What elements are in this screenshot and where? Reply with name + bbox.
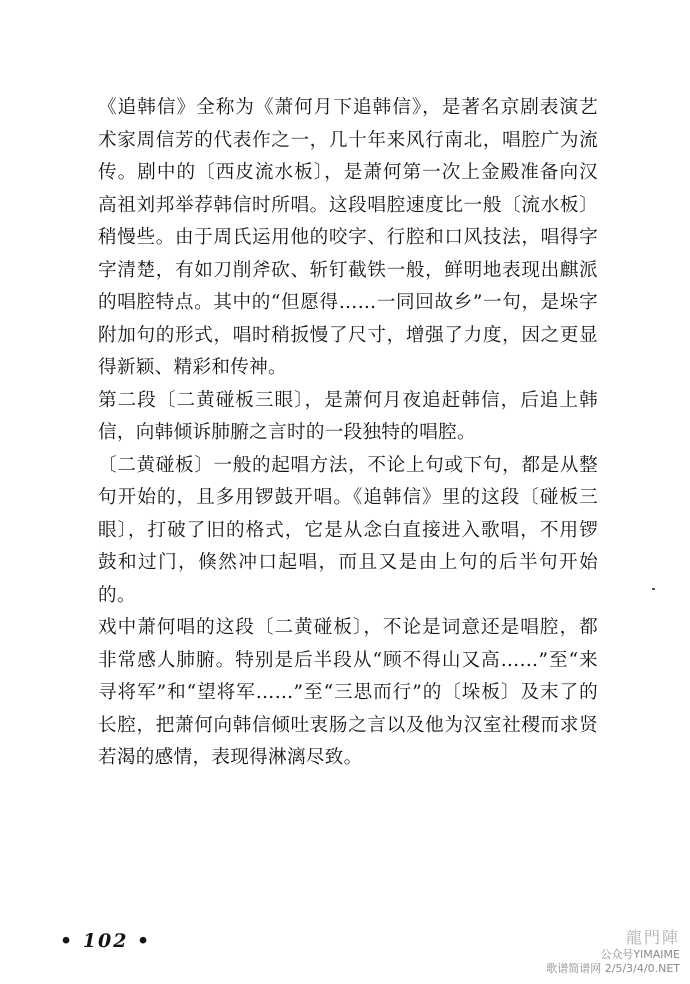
watermark-site: 歌谱简谱网 2/5/3/4/0.NET	[546, 962, 680, 975]
page-number: • 102 •	[60, 930, 152, 952]
watermark	[546, 925, 680, 976]
paragraph-1: 《追韩信》全称为《萧何月下追韩信》，是著名京剧表演艺术家周信芳的代表作之一，几十年来风行南北，唱腔广为流传。剧中的〔西皮流水板〕，是萧何第一次上金殿准备向汉高祖刘邦举荐韩信时所唱。这段唱腔速度比一般〔流水板〕稍慢些。由于周氏运用他的咬字、行腔和口风技法，唱得字字清楚，有如刀削斧砍、斩钉截铁一般，鲜明地表现出麒派的唱腔特点。其中的“但愿得……一同回故乡”一句，是垛字附加句的形式，唱时稍扳慢了尺寸，增强了力度，因之更显得新颖、精彩和传神。	[98, 97, 598, 378]
paragraph-2: 第二段〔二黄碰板三眼〕，是萧何月夜追赶韩信，后追上韩信，向韩倾诉肺腑之言时的一段独特的唱腔。	[98, 389, 598, 443]
scan-speck	[652, 588, 655, 590]
watermark-logo: 龍門陣	[625, 928, 680, 947]
paragraph-4: 戏中萧何唱的这段〔二黄碰板〕，不论是词意还是唱腔，都非常感人肺腑。特别是后半段从“顾不得山又高……”至“来寻将军”和“望将军……”至“三思而行”的〔垛板〕及末了的长腔，把萧何向韩信倾吐衷肠之言以及他为汉室社稷而求贤若渴的感情，表现得淋漓尽致。	[98, 617, 598, 768]
body-text	[98, 92, 598, 775]
watermark-account: 公众号YIMAIME	[600, 948, 680, 961]
paragraph-3: 〔二黄碰板〕一般的起唱方法，不论上句或下句，都是从整句开始的，且多用锣鼓开唱。《追韩信》里的这段〔碰板三眼〕，打破了旧的格式，它是从念白直接进入歌唱，不用锣鼓和过门，倏然冲口起唱，而且又是由上句的后半句开始的。	[98, 454, 598, 606]
